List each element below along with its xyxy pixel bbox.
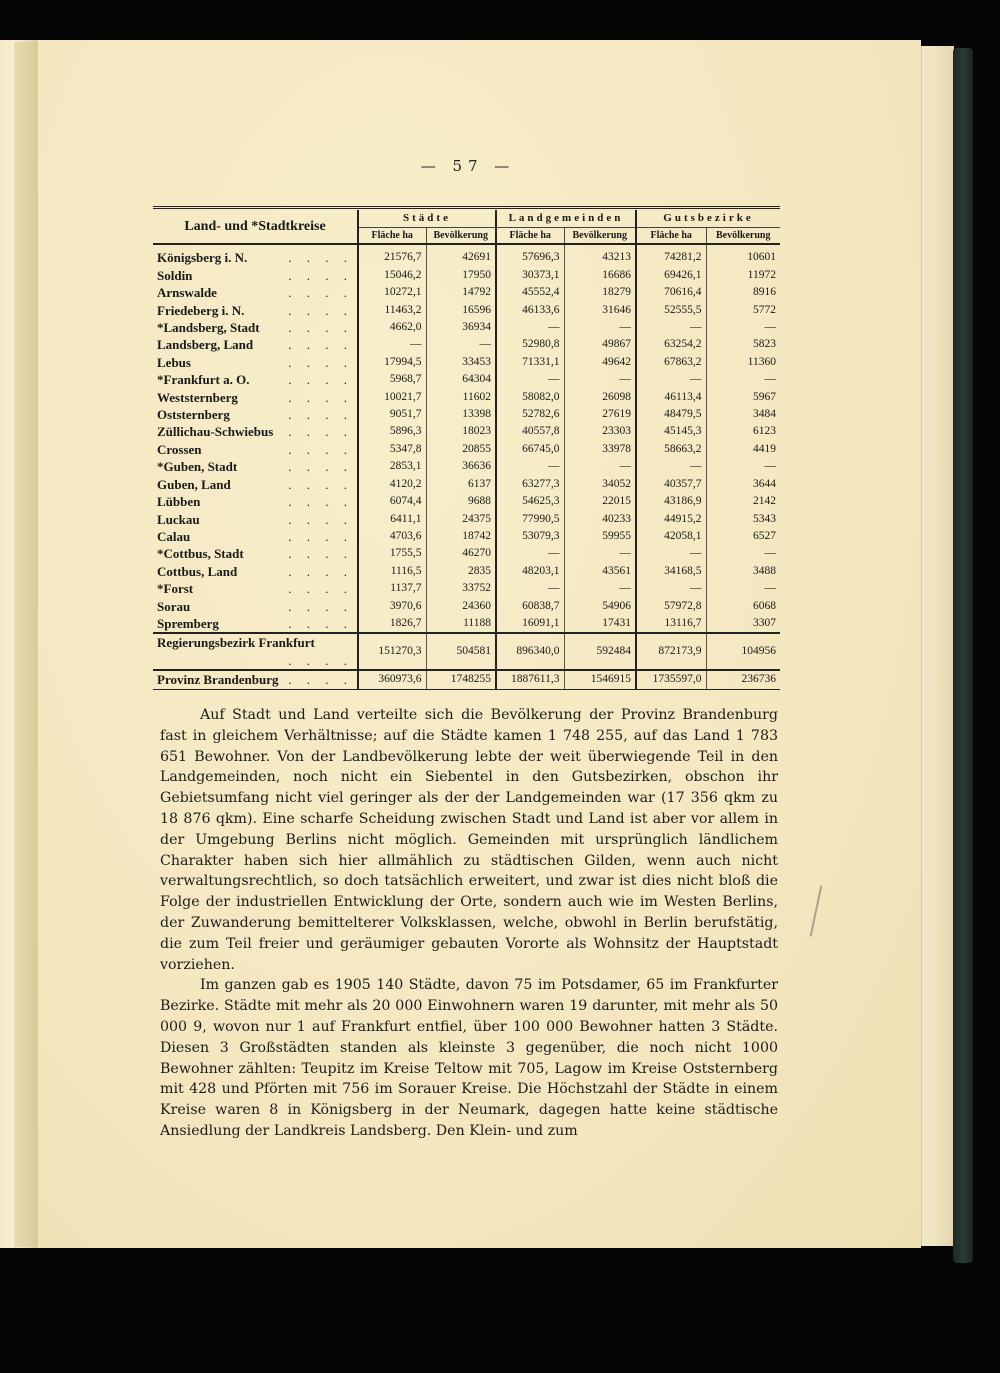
cell-guts-flaeche: 44915,2 <box>636 511 706 528</box>
cell-land-bev: 1546915 <box>564 670 636 689</box>
district-name <box>153 458 358 475</box>
page-number: — 57 — <box>420 157 516 175</box>
cell-guts-flaeche: 69426,1 <box>636 267 706 284</box>
cell-staedte-flaeche: 1826,7 <box>358 615 426 633</box>
cell-land-bev: 22015 <box>564 493 636 510</box>
cell-land-flaeche: 53079,3 <box>496 528 564 545</box>
district-name-text: *Landsberg, Stadt <box>157 320 260 336</box>
district-name-text: Friedeberg i. N. <box>157 302 245 318</box>
cell-staedte-bev: 14792 <box>426 284 496 301</box>
cell-land-bev: — <box>564 319 636 336</box>
table-row <box>153 476 780 493</box>
table-row <box>153 633 780 670</box>
cell-land-bev: 23303 <box>564 423 636 440</box>
district-name <box>153 319 358 336</box>
table-row <box>153 441 780 458</box>
table-row <box>153 511 780 528</box>
cell-guts-bev: 3484 <box>753 408 776 421</box>
leader-dots: . . . . <box>288 672 353 688</box>
cell-guts-bev: 4419 <box>753 442 776 455</box>
cell-staedte-bev: 11602 <box>426 389 496 406</box>
leader-dots: . . . . <box>288 652 353 668</box>
table-row <box>153 244 780 266</box>
header-group-gutsbezirke: Gutsbezirke <box>636 210 780 228</box>
leader-dots: . . . . <box>288 494 353 510</box>
table-row <box>153 336 780 353</box>
header-group-landgemeinden: Landgemeinden <box>496 210 636 228</box>
cell-staedte-flaeche: 360973,6 <box>358 670 426 689</box>
district-name <box>153 302 358 319</box>
leader-dots: . . . . <box>288 511 353 527</box>
cell-guts-bev: — <box>764 547 776 560</box>
cell-land-bev: 43561 <box>564 563 636 580</box>
cell-guts-flaeche: 57972,8 <box>636 598 706 615</box>
cell-guts-bev: 2142 <box>753 495 776 508</box>
district-name-text: Lebus <box>157 354 191 370</box>
district-name <box>153 284 358 301</box>
table-row <box>153 670 780 689</box>
district-name <box>153 423 358 440</box>
cell-guts-bev: 5343 <box>753 512 776 525</box>
cell-guts-flaeche: 58663,2 <box>636 441 706 458</box>
district-name-text: Calau <box>157 528 191 544</box>
district-name-text: Züllichau-Schwiebus <box>157 424 274 440</box>
cell-staedte-bev: 24360 <box>426 598 496 615</box>
district-name <box>153 244 358 266</box>
leader-dots: . . . . <box>288 546 353 562</box>
cell-land-bev: — <box>564 580 636 597</box>
district-name <box>153 389 358 406</box>
district-name-text: Provinz Brandenburg <box>157 672 279 688</box>
district-name-text: Guben, Land <box>157 476 231 492</box>
cell-staedte-bev: 1748255 <box>426 670 496 689</box>
cell-staedte-bev: 33453 <box>426 354 496 371</box>
cell-staedte-flaeche: 5968,7 <box>358 371 426 388</box>
leader-dots: . . . . <box>288 615 353 631</box>
cell-guts-flaeche: 70616,4 <box>636 284 706 301</box>
leader-dots: . . . . <box>288 459 353 475</box>
table-row <box>153 302 780 319</box>
table-row <box>153 406 780 423</box>
cell-guts-flaeche: 74281,2 <box>636 244 706 266</box>
cell-land-flaeche: 16091,1 <box>496 615 564 633</box>
cell-land-flaeche: 48203,1 <box>496 563 564 580</box>
cell-guts-flaeche: — <box>636 580 706 597</box>
cell-guts-flaeche: 40357,7 <box>636 476 706 493</box>
cell-guts-bev: — <box>764 373 776 386</box>
district-name <box>153 615 358 633</box>
district-name-text: Soldin <box>157 267 193 283</box>
cell-staedte-flaeche: 4120,2 <box>358 476 426 493</box>
leader-dots: . . . . <box>288 372 353 388</box>
table-row <box>153 423 780 440</box>
cell-guts-bev: 6068 <box>753 599 776 612</box>
cell-land-flaeche: 52980,8 <box>496 336 564 353</box>
cell-staedte-flaeche: 6411,1 <box>358 511 426 528</box>
page-fore-edge <box>921 46 954 1246</box>
table-row <box>153 545 780 562</box>
cell-guts-bev: 10601 <box>747 251 776 264</box>
table-row <box>153 319 780 336</box>
cell-land-flaeche: 57696,3 <box>496 244 564 266</box>
cell-guts-bev: 11972 <box>747 268 776 281</box>
district-name <box>153 545 358 562</box>
cell-guts-flaeche: 872173,9 <box>636 633 706 670</box>
cell-staedte-flaeche: — <box>358 336 426 353</box>
table-top-rule <box>153 206 780 209</box>
cell-staedte-flaeche: 5896,3 <box>358 423 426 440</box>
cell-land-bev: 59955 <box>564 528 636 545</box>
cell-staedte-flaeche: 151270,3 <box>358 633 426 670</box>
district-name <box>153 267 358 284</box>
cell-staedte-flaeche: 15046,2 <box>358 267 426 284</box>
leader-dots: . . . . <box>288 285 353 301</box>
cell-guts-flaeche: — <box>636 545 706 562</box>
cell-guts-flaeche: 1735597,0 <box>636 670 706 689</box>
leader-dots: . . . . <box>288 476 353 492</box>
district-name <box>153 354 358 371</box>
cell-guts-bev: 3307 <box>753 616 776 629</box>
district-name <box>153 406 358 423</box>
cell-staedte-flaeche: 17994,5 <box>358 354 426 371</box>
header-land-area: Fläche ha <box>496 228 564 245</box>
cell-staedte-bev: 64304 <box>426 371 496 388</box>
cell-land-bev: 54906 <box>564 598 636 615</box>
leader-dots: . . . . <box>288 354 353 370</box>
cell-guts-bev: 3644 <box>753 477 776 490</box>
cell-staedte-flaeche: 1137,7 <box>358 580 426 597</box>
cell-land-flaeche: — <box>496 580 564 597</box>
district-name-text: Königsberg i. N. <box>157 250 248 266</box>
cell-land-flaeche: — <box>496 545 564 562</box>
cell-land-flaeche: — <box>496 371 564 388</box>
district-name-text: Spremberg <box>157 615 219 631</box>
table-row <box>153 458 780 475</box>
cell-land-bev: 16686 <box>564 267 636 284</box>
cell-staedte-bev: 9688 <box>426 493 496 510</box>
cell-land-bev: 49642 <box>564 354 636 371</box>
cell-staedte-bev: 33752 <box>426 580 496 597</box>
leader-dots: . . . . <box>288 581 353 597</box>
cell-land-flaeche: 30373,1 <box>496 267 564 284</box>
cell-staedte-flaeche: 1116,5 <box>358 563 426 580</box>
header-group-staedte: Städte <box>358 210 496 228</box>
header-staedte-population: Bevölkerung <box>426 228 496 245</box>
cell-staedte-flaeche: 9051,7 <box>358 406 426 423</box>
table-row <box>153 354 780 371</box>
cell-guts-flaeche: 43186,9 <box>636 493 706 510</box>
district-name <box>153 633 358 670</box>
cell-guts-flaeche: 42058,1 <box>636 528 706 545</box>
district-name <box>153 528 358 545</box>
cell-guts-bev: 6123 <box>753 425 776 438</box>
district-name-text: Arnswalde <box>157 285 217 301</box>
cell-staedte-bev: 13398 <box>426 406 496 423</box>
cell-guts-flaeche: — <box>636 371 706 388</box>
table-row <box>153 371 780 388</box>
district-name <box>153 336 358 353</box>
cell-land-bev: 31646 <box>564 302 636 319</box>
cell-land-flaeche: 40557,8 <box>496 423 564 440</box>
header-staedte-area: Fläche ha <box>358 228 426 245</box>
cell-land-bev: 33978 <box>564 441 636 458</box>
leader-dots: . . . . <box>288 598 353 614</box>
population-table <box>153 210 780 690</box>
cell-land-flaeche: 60838,7 <box>496 598 564 615</box>
district-name <box>153 493 358 510</box>
leader-dots: . . . . <box>288 407 353 423</box>
cell-staedte-bev: 504581 <box>426 633 496 670</box>
cell-staedte-flaeche: 10272,1 <box>358 284 426 301</box>
cell-staedte-flaeche: 21576,7 <box>358 244 426 266</box>
cell-staedte-bev: 17950 <box>426 267 496 284</box>
table-row <box>153 580 780 597</box>
cell-staedte-bev: 36934 <box>426 319 496 336</box>
cell-guts-bev: 104956 <box>706 633 780 670</box>
cell-land-flaeche: — <box>496 319 564 336</box>
cell-land-flaeche: 1887611,3 <box>496 670 564 689</box>
district-name-text: Lübben <box>157 494 201 510</box>
cell-guts-bev: 5823 <box>753 338 776 351</box>
cell-guts-flaeche: 46113,4 <box>636 389 706 406</box>
cell-staedte-flaeche: 3970,6 <box>358 598 426 615</box>
header-guts-area: Fläche ha <box>636 228 706 245</box>
district-name-text: Cottbus, Land <box>157 563 238 579</box>
cell-staedte-bev: 18742 <box>426 528 496 545</box>
table-body <box>153 244 780 689</box>
cell-staedte-bev: 16596 <box>426 302 496 319</box>
district-name-text: Weststernberg <box>157 389 238 405</box>
cell-land-bev: 18279 <box>564 284 636 301</box>
cell-staedte-flaeche: 4662,0 <box>358 319 426 336</box>
cell-land-flaeche: 45552,4 <box>496 284 564 301</box>
leader-dots: . . . . <box>288 528 353 544</box>
district-name-text: Oststernberg <box>157 407 230 423</box>
cell-guts-bev: — <box>764 460 776 473</box>
district-name-text: Crossen <box>157 441 202 457</box>
cell-land-flaeche: 52782,6 <box>496 406 564 423</box>
district-name-text: *Frankfurt a. O. <box>157 372 250 388</box>
cell-land-bev: 592484 <box>564 633 636 670</box>
district-name-text: Landsberg, Land <box>157 337 254 353</box>
cell-land-bev: 34052 <box>564 476 636 493</box>
cell-guts-bev: 5772 <box>753 303 776 316</box>
header-land-population: Bevölkerung <box>564 228 636 245</box>
paragraph-2: Im ganzen gab es 1905 140 Städte, davon 75 im Potsdamer, 65 im Frankfurter Bezirke. Städte mit mehr als 20 000 Einwohnern waren 19 darunter, mit mehr als 50 000 9, wovon nur 1 auf Frankfurt entfiel, über 100 000 Bewohner hatten 3 Städte. Diesen 3 Großstädten standen als kleinste 3 gegenüber, die noch nicht 1000 Bewohner zählten: Teupitz im Kreise Teltow mit 705, Lagow im Kreise Oststernberg mit 428 und Pförten mit 756 im Sorauer Kreise. Die Höchstzahl der Städte in einem Kreise waren 8 in Königsberg in der Neumark, dagegen hatte keine städtische Ansiedlung der Landkreis Landsberg. Den Klein- und zum <box>160 977 778 1139</box>
cell-land-flaeche: 66745,0 <box>496 441 564 458</box>
cell-guts-flaeche: 52555,5 <box>636 302 706 319</box>
cell-guts-flaeche: 67863,2 <box>636 354 706 371</box>
cell-guts-flaeche: — <box>636 319 706 336</box>
cell-land-bev: — <box>564 458 636 475</box>
cell-guts-flaeche: 13116,7 <box>636 615 706 633</box>
district-name-text: *Forst <box>157 581 194 597</box>
body-text <box>160 705 778 1142</box>
cell-guts-flaeche: 45145,3 <box>636 423 706 440</box>
cell-staedte-flaeche: 11463,2 <box>358 302 426 319</box>
cell-land-flaeche: 71331,1 <box>496 354 564 371</box>
table-row <box>153 267 780 284</box>
cell-land-flaeche: 46133,6 <box>496 302 564 319</box>
district-name-text: Luckau <box>157 511 200 527</box>
leader-dots: . . . . <box>288 320 353 336</box>
cell-land-flaeche: 896340,0 <box>496 633 564 670</box>
cell-guts-flaeche: — <box>636 458 706 475</box>
statistics-table-container <box>153 206 780 690</box>
cell-staedte-flaeche: 10021,7 <box>358 389 426 406</box>
cell-staedte-bev: 46270 <box>426 545 496 562</box>
cell-guts-bev: 3488 <box>753 564 776 577</box>
leader-dots: . . . . <box>288 250 353 266</box>
paragraph-1: Auf Stadt und Land verteilte sich die Bevölkerung der Provinz Brandenburg fast in gleichem Verhältnisse; auf die Städte kamen 1 748 255, auf das Land 1 783 651 Bewohner. Von der Landbevölkerung lebte der weit überwiegende Teil in den Landgemeinden, noch nicht ein Siebentel in den Gutsbezirken, obschon ihr Gebietsumfang nicht viel geringer als der der Landgemeinden war (17 356 qkm zu 18 876 qkm). Eine scharfe Scheidung zwischen Stadt und Land ist aber vor allem in der Umgebung Berlins nicht möglich. Gemeinden mit ursprünglich ländlichem Charakter haben sich hier allmählich zu städtischen Gilden, wenn auch nicht verwaltungsrechtlich, so doch tatsächlich erweitert, und zwar ist dies nicht bloß die Folge der industriellen Entwicklung der Orte, sondern auch wie im Westen Berlins, der Zuwanderung bemittelterer Volksklassen, welche, obwohl in Berlin berufstätig, die zum Teil freier und geräumiger gebauten Vororte als Wohnsitz der Hauptstadt vorziehen. <box>160 707 778 973</box>
district-name <box>153 371 358 388</box>
cell-staedte-bev: 11188 <box>426 615 496 633</box>
district-name <box>153 598 358 615</box>
cell-staedte-bev: — <box>426 336 496 353</box>
leader-dots: . . . . <box>288 337 353 353</box>
cell-staedte-flaeche: 2853,1 <box>358 458 426 475</box>
district-name <box>153 670 358 689</box>
cell-land-flaeche: 54625,3 <box>496 493 564 510</box>
cell-staedte-bev: 6137 <box>426 476 496 493</box>
cell-staedte-bev: 42691 <box>426 244 496 266</box>
cell-guts-flaeche: 34168,5 <box>636 563 706 580</box>
cell-staedte-bev: 20855 <box>426 441 496 458</box>
leader-dots: . . . . <box>288 563 353 579</box>
cell-staedte-bev: 2835 <box>426 563 496 580</box>
header-guts-population: Bevölkerung <box>706 228 780 245</box>
cell-guts-bev: — <box>764 321 776 334</box>
cell-guts-bev: 236736 <box>706 670 780 689</box>
district-name <box>153 511 358 528</box>
district-name <box>153 580 358 597</box>
cell-staedte-flaeche: 4703,6 <box>358 528 426 545</box>
cell-land-flaeche: 63277,3 <box>496 476 564 493</box>
cell-land-bev: 49867 <box>564 336 636 353</box>
cell-guts-bev: — <box>764 582 776 595</box>
cell-land-bev: — <box>564 545 636 562</box>
cell-staedte-flaeche: 1755,5 <box>358 545 426 562</box>
cell-land-bev: 27619 <box>564 406 636 423</box>
district-name <box>153 563 358 580</box>
cell-land-flaeche: 58082,0 <box>496 389 564 406</box>
book-cover-edge <box>953 48 973 1263</box>
cell-staedte-bev: 36636 <box>426 458 496 475</box>
district-name <box>153 441 358 458</box>
cell-land-bev: — <box>564 371 636 388</box>
cell-guts-bev: 5967 <box>753 390 776 403</box>
cell-staedte-flaeche: 6074,4 <box>358 493 426 510</box>
cell-land-bev: 40233 <box>564 511 636 528</box>
table-row <box>153 563 780 580</box>
book-gutter <box>14 42 38 1247</box>
leader-dots: . . . . <box>288 302 353 318</box>
cell-staedte-bev: 18023 <box>426 423 496 440</box>
cell-staedte-bev: 24375 <box>426 511 496 528</box>
cell-guts-flaeche: 48479,5 <box>636 406 706 423</box>
leader-dots: . . . . <box>288 441 353 457</box>
district-name-text: *Cottbus, Stadt <box>157 546 244 562</box>
cell-land-bev: 26098 <box>564 389 636 406</box>
table-row <box>153 528 780 545</box>
table-row <box>153 284 780 301</box>
cell-guts-bev: 8916 <box>753 286 776 299</box>
cell-guts-flaeche: 63254,2 <box>636 336 706 353</box>
table-row <box>153 389 780 406</box>
district-name <box>153 476 358 493</box>
district-name-text: *Guben, Stadt <box>157 459 238 475</box>
cell-land-bev: 17431 <box>564 615 636 633</box>
district-name-text: Regierungsbezirk Frankfurt <box>157 635 315 651</box>
cell-guts-bev: 11360 <box>747 355 776 368</box>
cell-land-flaeche: 77990,5 <box>496 511 564 528</box>
cell-guts-bev: 6527 <box>753 529 776 542</box>
header-district: Land- und *Stadtkreise <box>153 210 358 244</box>
cell-staedte-flaeche: 5347,8 <box>358 441 426 458</box>
table-row <box>153 493 780 510</box>
table-row <box>153 615 780 633</box>
cell-land-flaeche: — <box>496 458 564 475</box>
cell-land-bev: 43213 <box>564 244 636 266</box>
table-row <box>153 598 780 615</box>
leader-dots: . . . . <box>288 424 353 440</box>
district-name-text: Sorau <box>157 598 191 614</box>
leader-dots: . . . . <box>288 267 353 283</box>
leader-dots: . . . . <box>288 389 353 405</box>
